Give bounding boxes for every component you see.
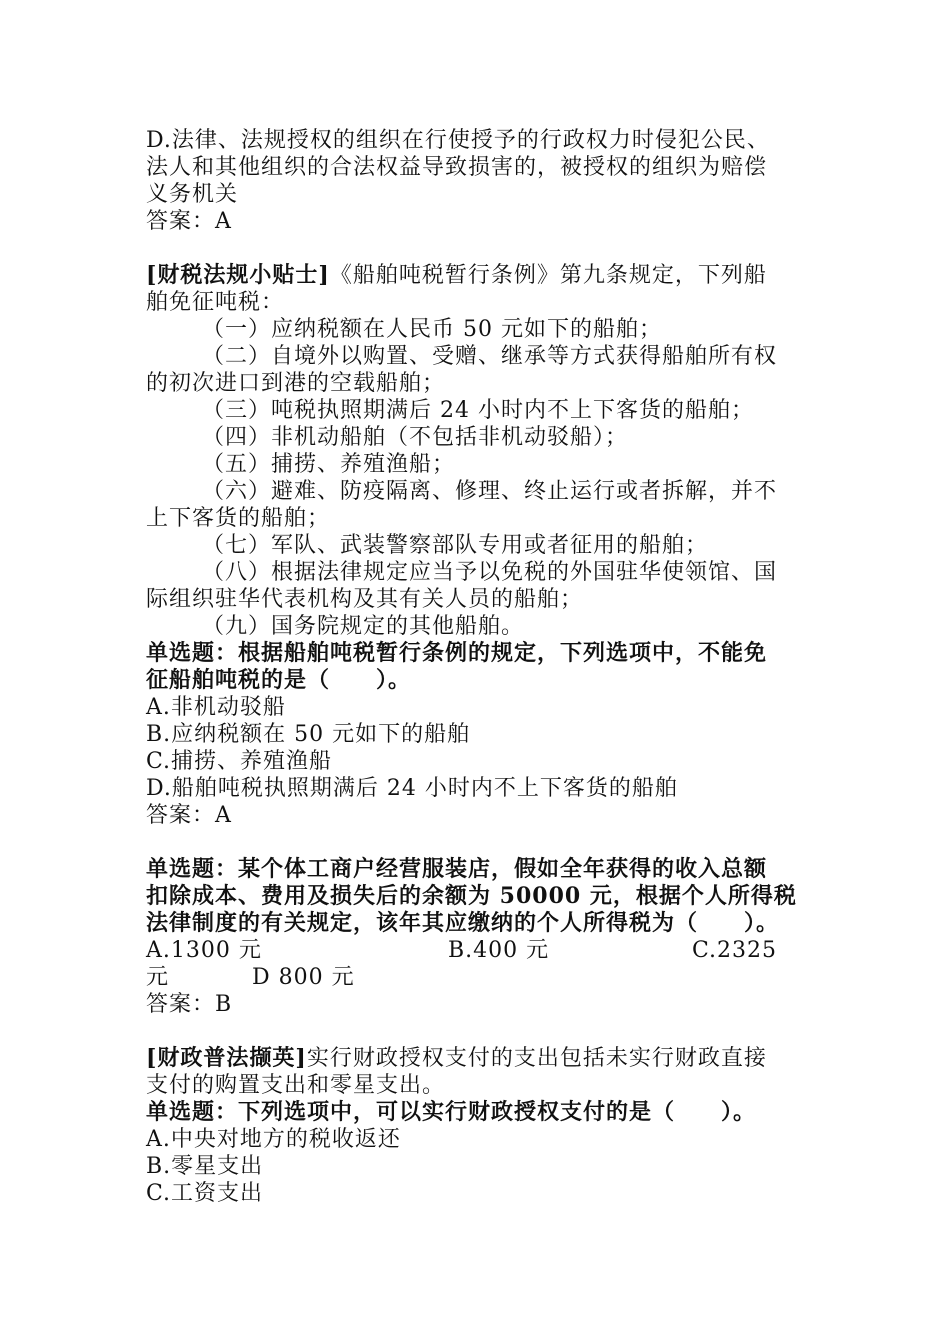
spacer (146, 829, 806, 856)
tip1-tag: [财税法规小贴士] (146, 262, 330, 288)
q1-question-line-2: 征船舶吨税的是（ ）。 (146, 667, 412, 693)
q2-option-a: A.1300 元 (146, 938, 262, 963)
q2-options-row-2 (146, 964, 806, 991)
tip1-item-8: （八）根据法律规定应当予以免税的外国驻华使领馆、国 (202, 560, 778, 585)
tip1-item-3: （三）吨税执照期满后 24 小时内不上下客货的船舶； (202, 398, 754, 423)
q2-option-c: C.2325 (692, 938, 778, 963)
q2-option-d: D 800 元 (252, 965, 355, 990)
q3-question: 单选题：下列选项中，可以实行财政授权支付的是（ ）。 (146, 1099, 757, 1125)
option-d-line-2: 法人和其他组织的合法权益导致损害的，被授权的组织为赔偿 (146, 155, 768, 180)
tip2-line-1 (146, 1045, 806, 1072)
q1-answer: 答案：A (146, 803, 232, 828)
q1-option-c: C.捕捞、养殖渔船 (146, 749, 333, 774)
q2-answer: 答案：B (146, 992, 233, 1017)
option-d-line-1: D.法律、法规授权的组织在行使授予的行政权力时侵犯公民、 (146, 128, 770, 153)
q1-option-d: D.船舶吨税执照期满后 24 小时内不上下客货的船舶 (146, 776, 678, 801)
q2-options-row (146, 937, 806, 964)
q1-option-b: B.应纳税额在 50 元如下的船舶 (146, 722, 471, 747)
q2-question-line-3: 法律制度的有关规定，该年其应缴纳的个人所得税为（ ）。 (146, 910, 780, 936)
document-page (146, 127, 806, 1207)
tip1-item-9: （九）国务院规定的其他船舶。 (202, 614, 525, 639)
spacer (146, 1018, 806, 1045)
tip1-item-7: （七）军队、武装警察部队专用或者征用的船舶； (202, 533, 709, 558)
q2-option-b: B.400 元 (448, 938, 550, 963)
tip1-intro-line-2: 舶免征吨税： (146, 290, 285, 315)
tip1-item-4: （四）非机动船舶（不包括非机动驳船）； (202, 425, 629, 450)
q1-question-line-1: 单选题：根据船舶吨税暂行条例的规定，下列选项中，不能免 (146, 640, 768, 666)
q2-question-line-2: 扣除成本、费用及损失后的余额为 50000 元，根据个人所得税 (146, 883, 797, 909)
q2-question-line-1: 单选题：某个体工商户经营服装店，假如全年获得的收入总额 (146, 856, 768, 882)
q1-option-a: A.非机动驳船 (146, 695, 286, 720)
q3-option-c: C.工资支出 (146, 1181, 264, 1206)
tip2-line-2: 支付的购置支出和零星支出。 (146, 1073, 446, 1098)
tip1-item-6-cont: 上下客货的船舶； (146, 506, 331, 531)
q3-option-a: A.中央对地方的税收返还 (146, 1127, 401, 1152)
tip1-item-1: （一）应纳税额在人民币 50 元如下的船舶； (202, 317, 662, 342)
option-d-line-3: 义务机关 (146, 182, 239, 207)
tip1-item-2: （二）自境外以购置、受赠、继承等方式获得船舶所有权 (202, 344, 778, 369)
tip1-item-5: （五）捕捞、养殖渔船； (202, 452, 456, 477)
q3-option-b: B.零星支出 (146, 1154, 264, 1179)
tip1-intro-line-1 (146, 262, 806, 289)
tip1-item-2-cont: 的初次进口到港的空载船舶； (146, 371, 446, 396)
tip1-intro-text: 《船舶吨税暂行条例》第九条规定，下列船 (329, 263, 767, 288)
q2-option-c-cont: 元 (146, 965, 170, 990)
tip1-item-6: （六）避难、防疫隔离、修理、终止运行或者拆解，并不 (202, 479, 778, 504)
tip2-text: 实行财政授权支付的支出包括未实行财政直接 (306, 1046, 767, 1071)
tip1-item-8-cont: 际组织驻华代表机构及其有关人员的船舶； (146, 587, 584, 612)
answer-1: 答案：A (146, 209, 232, 234)
spacer (146, 235, 806, 262)
tip2-tag: [财政普法撷英] (146, 1045, 307, 1071)
